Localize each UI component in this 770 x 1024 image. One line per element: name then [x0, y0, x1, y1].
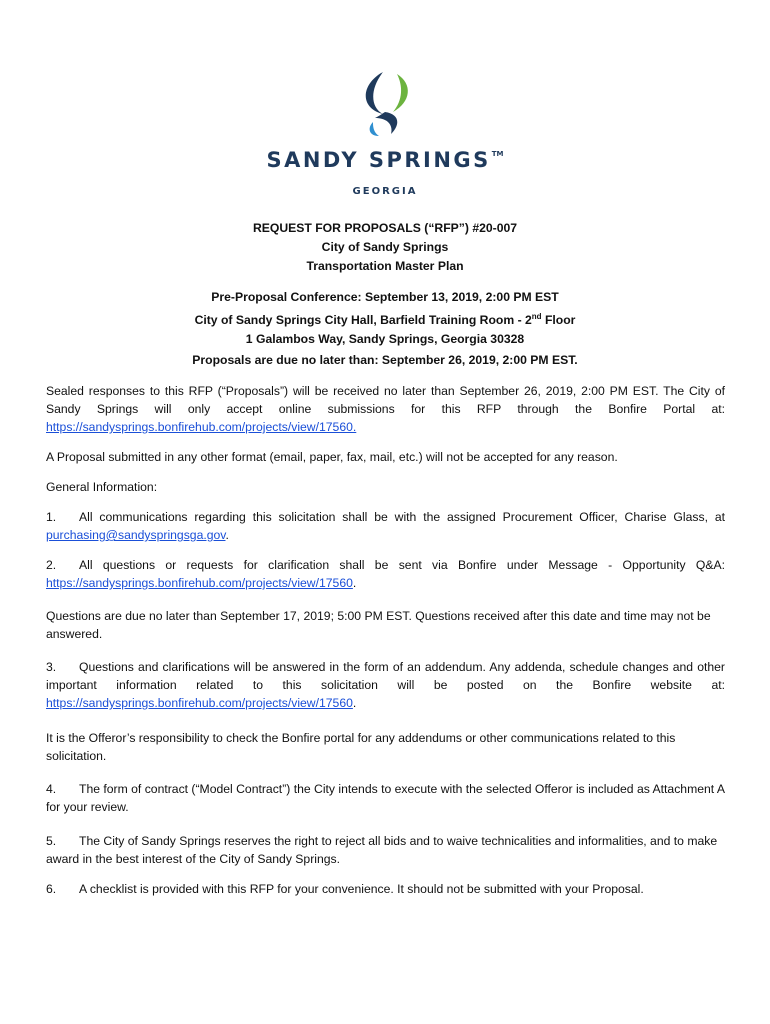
proposal-due: Proposals are due no later than: September 26, 2019, 2:00 PM EST. — [192, 353, 578, 367]
intro-paragraph: Sealed responses to this RFP (“Proposals”) will be received no later than September 26, 2019, 2:00 PM EST. The City of Sandy Springs will only accept online submissions for this RFP through the Bonfire Portal at: https://sandysprings.bonfirehub.com/projects/view/17560. — [46, 384, 725, 434]
format-note: A Proposal submitted in any other format (email, paper, fax, mail, etc.) will not be accepted for any reason. — [46, 450, 618, 464]
rfp-title-block — [0, 219, 770, 276]
bonfire-link[interactable]: https://sandysprings.bonfirehub.com/projects/view/17560 — [46, 576, 353, 590]
conference-address: 1 Galambos Way, Sandy Springs, Georgia 30328 — [245, 332, 525, 346]
list-item: 1. All communications regarding this solicitation shall be with the assigned Procurement Officer, Charise Glass, at purchasing@sandyspringsga.gov. — [46, 510, 725, 542]
conference-block — [0, 288, 770, 349]
logo-mark-icon — [353, 68, 417, 140]
email-link[interactable]: purchasing@sandyspringsga.gov — [46, 528, 226, 542]
list-item: 2. All questions or requests for clarification shall be sent via Bonfire under Message - Opportunity Q&A: https://sandysprings.bonfirehub.com/projects/view/17560. — [46, 558, 725, 590]
sandy-springs-logo — [0, 68, 770, 197]
responsibility-note: It is the Offeror’s responsibility to check the Bonfire portal for any addendums or other communications related to this solicitation. — [46, 731, 676, 763]
general-heading: General Information: — [46, 480, 158, 494]
bonfire-link[interactable]: https://sandysprings.bonfirehub.com/projects/view/17560 — [46, 696, 353, 710]
rfp-city: City of Sandy Springs — [321, 240, 449, 254]
list-item: 3. Questions and clarifications will be answered in the form of an addendum. Any addenda, schedule changes and other important information related to this solicitation will be posted on the Bonfire website at: https://sandysprings.bonfirehub.com/projects/view/17560. — [46, 660, 725, 710]
rfp-project: Transportation Master Plan — [306, 259, 464, 273]
conference-date: Pre-Proposal Conference: September 13, 2019, 2:00 PM EST — [211, 290, 559, 304]
rfp-title: REQUEST FOR PROPOSALS (“RFP”) #20-007 — [252, 221, 518, 235]
conference-location: City of Sandy Springs City Hall, Barfield Training Room - 2nd Floor — [194, 312, 576, 327]
brand-name: SANDY SPRINGS™ — [266, 148, 504, 172]
list-item: 5. The City of Sandy Springs reserves the right to reject all bids and to waive technicalities and informalities, and to make award in the best interest of the City of Sandy Springs. — [46, 834, 718, 866]
bonfire-link[interactable]: https://sandysprings.bonfirehub.com/projects/view/17560. — [46, 420, 357, 434]
questions-due: Questions are due no later than September 17, 2019; 5:00 PM EST. Questions received after this date and time may not be answered. — [46, 609, 711, 641]
list-item: 6. A checklist is provided with this RFP for your convenience. It should not be submitted with your Proposal. — [46, 882, 644, 896]
list-item: 4. The form of contract (“Model Contract”) the City intends to execute with the selected Offeror is included as Attachment A for your review. — [46, 782, 726, 814]
brand-state: GEORGIA — [352, 186, 418, 197]
